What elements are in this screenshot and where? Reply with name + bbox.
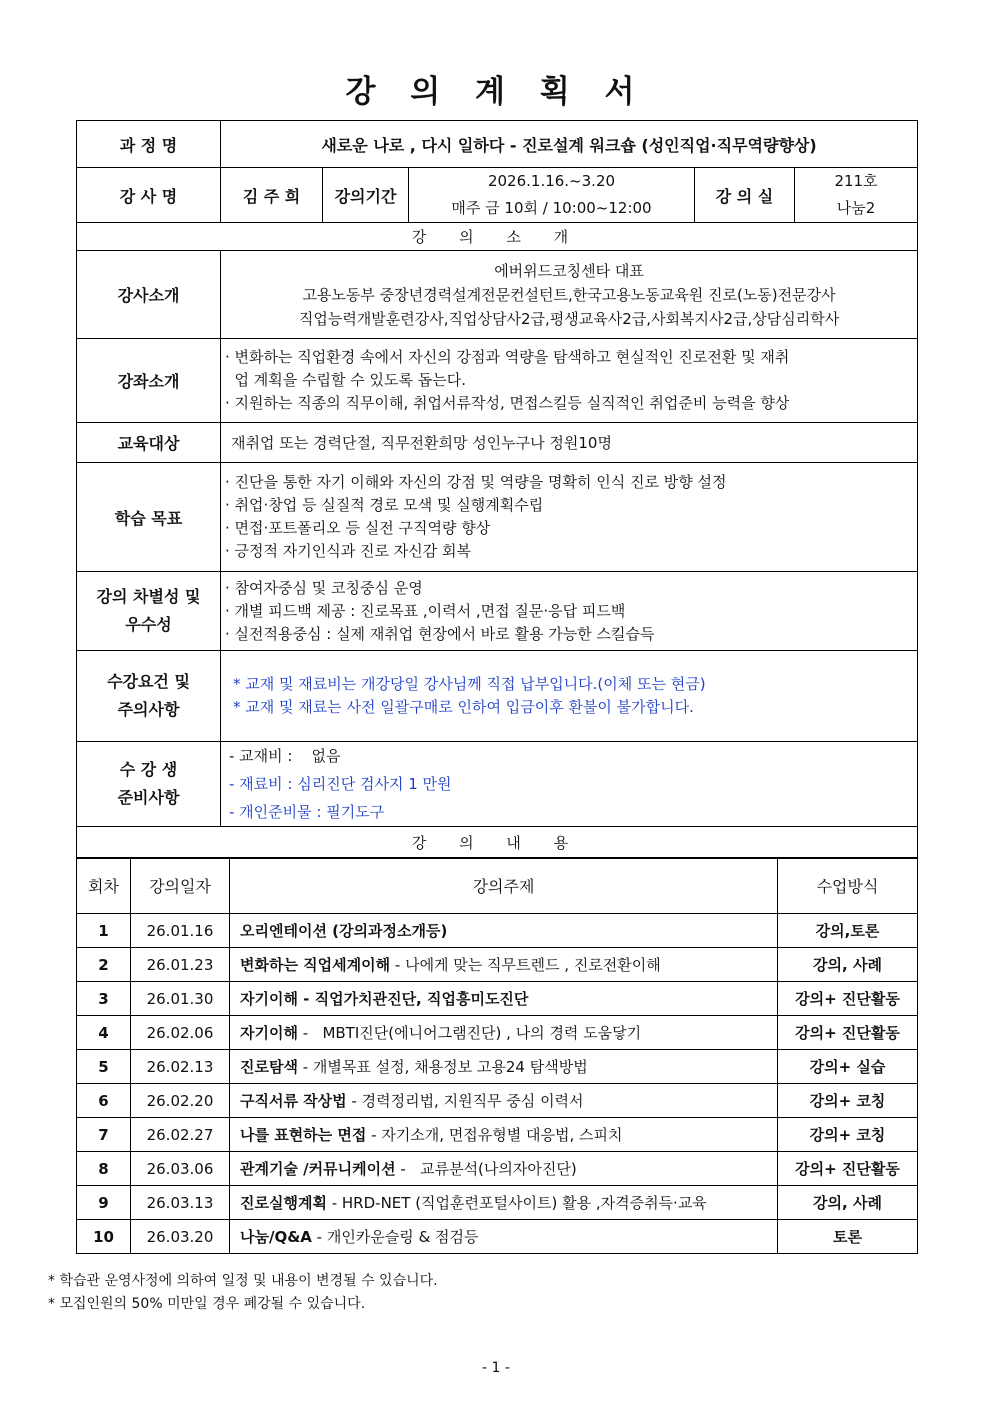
row-topic-title: 자기이해 (240, 1024, 298, 1042)
instructor-intro (221, 251, 918, 339)
row-no: 5 (77, 1050, 131, 1084)
table-row (77, 948, 918, 982)
course-intro-line: · 변화하는 직업환경 속에서 자신의 강점과 역량을 탐색하고 현실적인 진로전환 및 재취 (225, 348, 790, 366)
prep-label-line: 수 강 생 (119, 760, 178, 779)
content-section-header: 강 의 내 용 (77, 827, 918, 859)
row-topic-title: 진로탐색 (240, 1058, 298, 1076)
row-method: 강의+ 진단활동 (778, 982, 918, 1016)
table-row (77, 1084, 918, 1118)
goal-item: · 면접·포트폴리오 등 실전 구직역량 향상 (225, 519, 491, 537)
period-value (409, 168, 695, 223)
course-name: 새로운 나로 , 다시 일하다 - 진로설계 워크숍 (성인직업·직무역량향상) (221, 121, 918, 168)
row-method: 강의, 사례 (778, 948, 918, 982)
row-topic-detail: - 개인카운슬링 & 점검등 (311, 1228, 479, 1246)
row-date: 26.01.30 (131, 982, 230, 1016)
row-no: 2 (77, 948, 131, 982)
strengths-label-line: 강의 차별성 및 (96, 587, 201, 606)
row-date: 26.02.20 (131, 1084, 230, 1118)
goals (221, 463, 918, 572)
requirement-item: * 교재 및 재료비는 개강당일 강사님께 직접 납부입니다.(이체 또는 현금) (233, 675, 706, 693)
row-topic-detail: - 자기소개, 면접유형별 대응법, 스피치 (366, 1126, 623, 1144)
strengths-label-line: 우수성 (125, 615, 172, 634)
row-date: 26.01.16 (131, 914, 230, 948)
header-method: 수업방식 (778, 858, 918, 914)
requirements-label (77, 651, 221, 742)
room-value (795, 168, 918, 223)
row-topic-title: 나눔/Q&A (240, 1228, 312, 1246)
row-topic (230, 1152, 778, 1186)
row-method: 강의+ 진단활동 (778, 1016, 918, 1050)
course-intro-line: · 지원하는 직종의 직무이해, 취업서류작성, 면접스킬등 실직적인 취업준비 능력을 향상 (225, 394, 790, 412)
target-value: 재취업 또는 경력단절, 직무전환희망 성인누구나 정원10명 (221, 423, 918, 463)
course-intro (221, 339, 918, 423)
row-topic-title: 나를 표현하는 면접 (240, 1126, 367, 1144)
note-item: * 학습관 운영사정에 의하여 일정 및 내용이 변경될 수 있습니다. (48, 1273, 438, 1289)
room-name: 나눔2 (836, 199, 876, 217)
row-date: 26.02.06 (131, 1016, 230, 1050)
row-topic (230, 1050, 778, 1084)
row-date: 26.03.13 (131, 1186, 230, 1220)
row-topic-detail: - 교류분석(나의자아진단) (395, 1160, 577, 1178)
course-label: 과 정 명 (77, 121, 221, 168)
strength-item: · 참여자중심 및 코칭중심 운영 (225, 578, 423, 597)
row-no: 9 (77, 1186, 131, 1220)
prep-label-line: 준비사항 (117, 788, 180, 807)
row-topic (230, 1016, 778, 1050)
row-method: 강의+ 코칭 (778, 1118, 918, 1152)
goals-label: 학습 목표 (77, 463, 221, 572)
intro-section-header: 강 의 소 개 (77, 223, 918, 251)
period-dates: 2026.1.16.~3.20 (487, 172, 616, 190)
row-method: 강의,토론 (778, 914, 918, 948)
room-number: 211호 (834, 172, 878, 190)
header-topic: 강의주제 (230, 858, 778, 914)
schedule-body (77, 914, 918, 1254)
row-date: 26.03.20 (131, 1220, 230, 1254)
row-no: 10 (77, 1220, 131, 1254)
row-topic-detail: - 경력정리법, 지원직무 중심 이력서 (346, 1092, 584, 1110)
target-label: 교육대상 (77, 423, 221, 463)
row-topic-detail: - 나에게 맞는 직무트렌드 , 진로전환이해 (390, 956, 661, 974)
row-topic-detail: - HRD-NET (직업훈련포털사이트) 활용 ,자격증취득·교육 (326, 1194, 707, 1212)
row-method: 토론 (778, 1220, 918, 1254)
row-topic-title: 구직서류 작상법 (240, 1092, 347, 1110)
page-number: - 1 - (482, 1360, 510, 1376)
row-topic (230, 948, 778, 982)
row-topic-title: 관계기술 /커뮤니케이션 (240, 1160, 396, 1178)
instructor-label: 강 사 명 (77, 168, 221, 223)
schedule-table (76, 857, 918, 1254)
course-intro-line: 업 계획을 수립할 수 있도록 돕는다. (225, 371, 467, 389)
goal-item: · 취업·창업 등 실질적 경로 모색 및 실행계획수립 (225, 496, 544, 514)
row-topic-detail: - MBTI진단(에니어그램진단) , 나의 경력 도움닿기 (297, 1024, 642, 1042)
info-table (76, 120, 918, 859)
instructor-intro-label: 강사소개 (77, 251, 221, 339)
strength-item: · 실전적용중심 : 실제 재취업 현장에서 바로 활용 가능한 스킬습득 (225, 624, 655, 643)
notes (48, 1270, 438, 1316)
row-topic (230, 1084, 778, 1118)
row-no: 6 (77, 1084, 131, 1118)
prep-item: - 교재비 : 없음 (229, 747, 341, 765)
course-intro-label: 강좌소개 (77, 339, 221, 423)
row-date: 26.02.13 (131, 1050, 230, 1084)
prep-item: - 개인준비물 : 필기도구 (229, 803, 385, 821)
row-topic-title: 변화하는 직업세계이해 (240, 956, 391, 974)
row-method: 강의+ 코칭 (778, 1084, 918, 1118)
table-row (77, 982, 918, 1016)
table-row (77, 914, 918, 948)
instructor-intro-line: 직업능력개발훈련강사,직업상담사2급,평생교육사2급,사회복지사2급,상담심리학사 (298, 309, 840, 328)
requirements-label-line: 수강요건 및 (107, 672, 190, 691)
strengths-label (77, 572, 221, 651)
row-topic (230, 982, 778, 1016)
row-method: 강의+ 진단활동 (778, 1152, 918, 1186)
row-topic (230, 914, 778, 948)
row-date: 26.02.27 (131, 1118, 230, 1152)
row-no: 8 (77, 1152, 131, 1186)
goal-item: · 긍정적 자기인식과 진로 자신감 회복 (225, 542, 471, 560)
header-date: 강의일자 (131, 858, 230, 914)
row-topic-detail: - 개별목표 설정, 채용정보 고용24 탐색방법 (297, 1058, 588, 1076)
prep-label (77, 742, 221, 827)
period-schedule: 매주 금 10회 / 10:00~12:00 (451, 199, 652, 217)
page-title: 강 의 계 획 서 (345, 74, 647, 110)
table-row (77, 1152, 918, 1186)
row-no: 7 (77, 1118, 131, 1152)
row-topic (230, 1118, 778, 1152)
period-label: 강의기간 (323, 168, 409, 223)
instructor-name: 김 주 희 (221, 168, 323, 223)
row-no: 4 (77, 1016, 131, 1050)
strengths (221, 572, 918, 651)
prep-item: - 재료비 : 심리진단 검사지 1 만원 (229, 775, 452, 793)
requirement-item: * 교재 및 재료는 사전 일괄구매로 인하여 입금이후 환불이 불가합니다. (233, 698, 694, 716)
row-no: 1 (77, 914, 131, 948)
room-label: 강 의 실 (695, 168, 795, 223)
goal-item: · 진단을 통한 자기 이해와 자신의 강점 및 역량을 명확히 인식 진로 방향 설정 (225, 473, 727, 491)
table-row (77, 1186, 918, 1220)
row-date: 26.01.23 (131, 948, 230, 982)
strength-item: · 개별 피드백 제공 : 진로목표 ,이력서 ,면접 질문·응답 피드백 (225, 601, 626, 620)
requirements-label-line: 주의사항 (117, 700, 180, 719)
row-topic-title: 진로실행계획 (240, 1194, 327, 1212)
instructor-intro-line: 에버위드코칭센타 대표 (494, 261, 644, 280)
row-topic (230, 1220, 778, 1254)
row-topic-title: 자기이해 - 직업가치관진단, 직업흥미도진단 (240, 990, 529, 1008)
header-no: 회차 (77, 858, 131, 914)
row-method: 강의, 사례 (778, 1186, 918, 1220)
table-row (77, 1016, 918, 1050)
note-item: * 모집인원의 50% 미만일 경우 폐강될 수 있습니다. (48, 1296, 366, 1312)
instructor-intro-line: 고용노동부 중장년경력설계전문컨설턴트,한국고용노동교육원 진로(노동)전문강사 (302, 285, 836, 304)
row-no: 3 (77, 982, 131, 1016)
row-date: 26.03.06 (131, 1152, 230, 1186)
prep (221, 742, 918, 827)
table-row (77, 1220, 918, 1254)
requirements (221, 651, 918, 742)
row-topic (230, 1186, 778, 1220)
row-topic-title: 오리엔테이션 (강의과정소개등) (240, 922, 448, 940)
table-row (77, 1050, 918, 1084)
row-method: 강의+ 실습 (778, 1050, 918, 1084)
table-row (77, 1118, 918, 1152)
